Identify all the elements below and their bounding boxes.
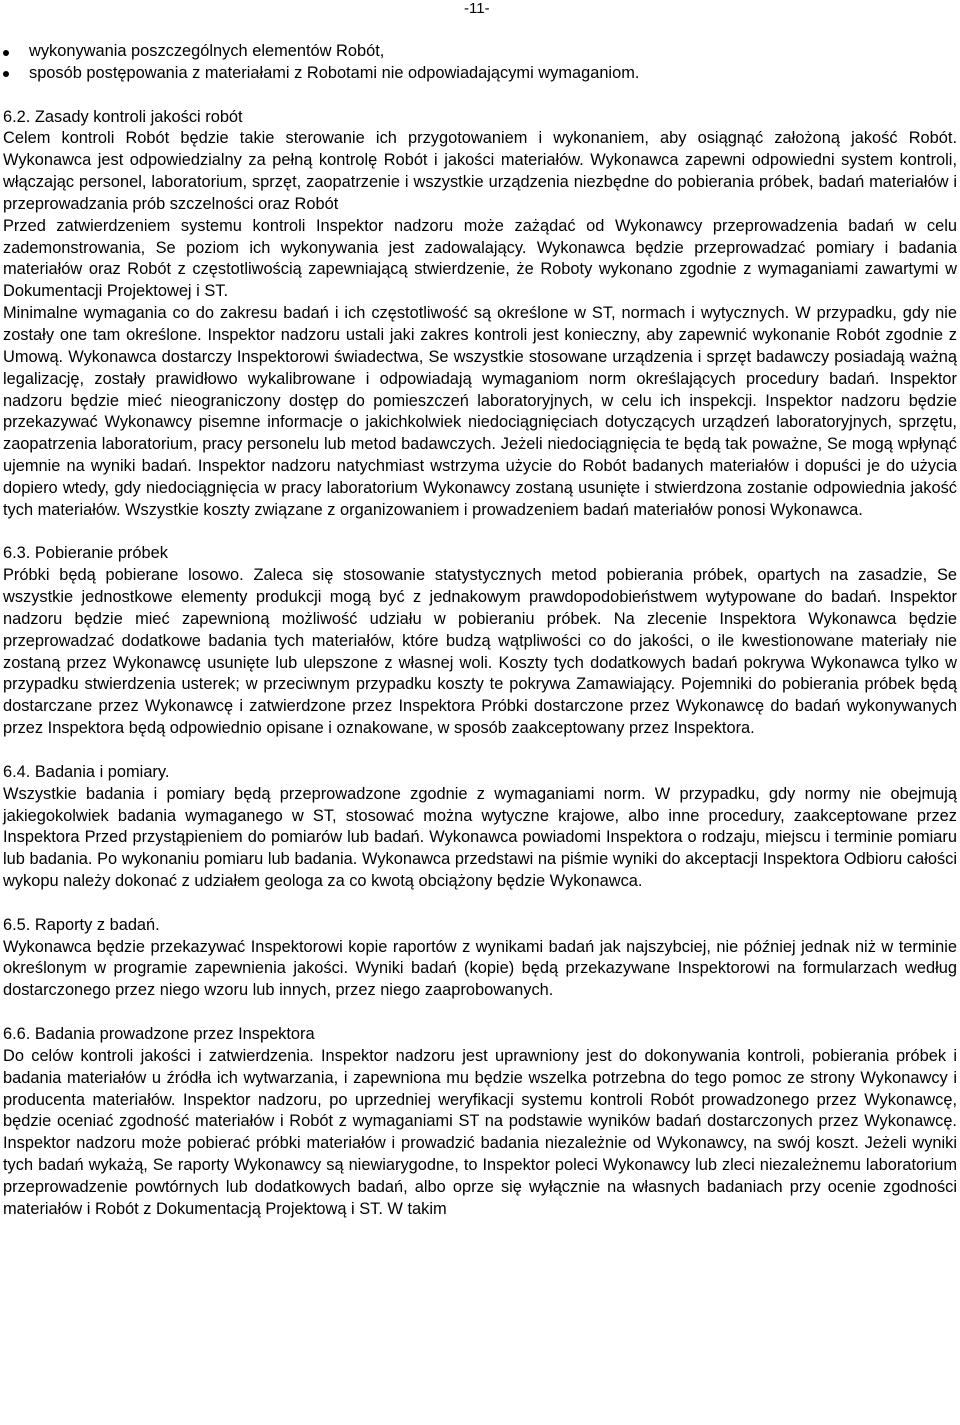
paragraph: Celem kontroli Robót będzie takie sterowanie ich przygotowaniem i wykonaniem, aby osiągnąć założoną jakość Robót. Wykonawca jest odpowiedzialny za pełną kontrolę Robót i jakości materiałów. Wykonawca zapewni odpowiedni system kontroli, włączając personel, laboratorium, sprzęt, zaopatrzenie i wszystkie urządzenia niezbędne do pobierania próbek, badań materiałów i przeprowadzania prób szczelności oraz Robót (3, 129, 957, 213)
paragraph: Próbki będą pobierane losowo. Zaleca się stosowanie statystycznych metod pobierania próbek, opartych na zasadzie, Se wszystkie jednostkowe elementy produkcji mogą być z jednakowym prawdopodobieństwem wytypowane do badań. Inspektor nadzoru będzie mieć zapewnioną możliwość udziału w pobieraniu próbek. Na zlecenie Inspektora Wykonawca będzie przeprowadzać dodatkowe badania tych materiałów, które budzą wątpliwości co do jakości, o ile kwestionowane materiały nie zostaną przez Wykonawcę usunięte lub ulepszone z własnej woli. Koszty tych dodatkowych badań pokrywa Wykonawca tylko w przypadku stwierdzenia usterek; w przeciwnym przypadku koszty te pokrywa Zamawiający. Pojemniki do pobierania próbek będą dostarczane przez Wykonawcę i zatwierdzone przez Inspektora Próbki dostarczone przez Wykonawcę do badań wykonywanych przez Inspektora będą odpowiednio opisane i oznakowane, w sposób zaakceptowany przez Inspektora. (3, 566, 957, 738)
list-item-text: sposób postępowania z materiałami z Robotami nie odpowiadającymi wymaganiom. (29, 63, 640, 82)
paragraph: Minimalne wymagania co do zakresu badań i ich częstotliwość są określone w ST, normach i wytycznych. W przypadku, gdy nie zostały one tam określone. Inspektor nadzoru ustali jaki zakres kontroli jest konieczny, aby zapewnić wykonanie Robót zgodnie z Umową. Wykonawca dostarczy Inspektorowi świadectwa, Se wszystkie stosowane urządzenia i sprzęt badawczy posiadają ważną legalizację, zostały prawidłowo wykalibrowane i odpowiadają wymaganiom norm określających procedury badań. Inspektor nadzoru będzie mieć nieograniczony dostęp do pomieszczeń laboratoryjnych, w celu ich inspekcji. Inspektor nadzoru będzie przekazywać Wykonawcy pisemne informacje o jakichkolwiek niedociągnięciach dotyczących urządzeń laboratoryjnych, sprzętu, zaopatrzenia laboratorium, pracy personelu lub metod badawczych. Jeżeli niedociągnięcia te będą tak poważne, Se mogą wpłynąć ujemnie na wyniki badań. Inspektor nadzoru natychmiast wstrzyma użycie do Robót badanych materiałów i dopuści je do użycia dopiero wtedy, gdy niedociągnięcia w pracy laboratorium Wykonawcy zostaną usunięte i stwierdzona zostanie odpowiednia jakość tych materiałów. Wszystkie koszty związane z organizowaniem i prowadzeniem badań materiałów ponosi Wykonawca. (3, 304, 957, 519)
section-heading: 6.4. Badania i pomiary. (3, 762, 170, 781)
bullet-list (3, 41, 957, 85)
section-heading: 6.5. Raporty z badań. (3, 915, 160, 934)
list-item (3, 41, 957, 63)
list-item (3, 63, 957, 85)
list-item-text: wykonywania poszczególnych elementów Robót, (29, 42, 385, 60)
section-heading: 6.6. Badania prowadzone przez Inspektora (3, 1024, 315, 1043)
section-heading: 6.3. Pobieranie próbek (3, 544, 168, 563)
section-6-4 (3, 762, 957, 893)
paragraph: Do celów kontroli jakości i zatwierdzenia. Inspektor nadzoru jest uprawniony jest do dokonywania kontroli, pobierania próbek i badania materiałów u źródła ich wytwarzania, i zapewniona mu będzie wszelka potrzebna do tego pomoc ze strony Wykonawcy i producenta materiałów. Inspektor nadzoru, po uprzedniej weryfikacji systemu kontroli Robót prowadzonego przez Wykonawcę, będzie oceniać zgodność materiałów i Robót z wymaganiami ST na podstawie wyników badań dostarczonych przez Wykonawcę. Inspektor nadzoru może pobierać próbki materiałów i prowadzić badania niezależnie od Wykonawcy, na swój koszt. Jeżeli wyniki tych badań wykażą, Se raporty Wykonawcy są niewiarygodne, to Inspektor poleci Wykonawcy lub zleci niezależnemu laboratorium przeprowadzenie powtórnych lub dodatkowych badań, albo oprze się wyłącznie na własnych badaniach przy ocenie zgodności materiałów i Robót z Dokumentacją Projektową i ST. W takim (3, 1046, 957, 1218)
section-6-6 (3, 1024, 957, 1221)
section-6-5 (3, 915, 957, 1002)
paragraph: Wszystkie badania i pomiary będą przeprowadzone zgodnie z wymaganiami norm. W przypadku, gdy normy nie obejmują jakiegokolwiek badania wymaganego w ST, stosować można wytyczne krajowe, albo inne procedury, zaakceptowane przez Inspektora Przed przystąpieniem do pomiarów lub badań. Wykonawca powiadomi Inspektora o rodzaju, miejscu i terminie pomiaru lub badania. Po wykonaniu pomiaru lub badania. Wykonawca przedstawi na piśmie wyniki do akceptacji Inspektora Odbioru całości wykopu należy dokonać z udziałem geologa za co kwotą obciążony będzie Wykonawca. (3, 784, 957, 891)
section-6-3 (3, 543, 957, 740)
paragraph: Wykonawca będzie przekazywać Inspektorowi kopie raportów z wynikami badań jak najszybciej, nie później jednak niż w terminie określonym w programie zapewnienia jakości. Wyniki badań (kopie) będą przekazywane Inspektorowi na formularzach według dostarczonego przez niego wzoru lub innych, przez niego zaaprobowanych. (3, 937, 957, 1000)
bullet-icon (3, 50, 9, 56)
page-number: -11- (464, 0, 490, 17)
section-6-2 (3, 107, 957, 522)
paragraph: Przed zatwierdzeniem systemu kontroli Inspektor nadzoru może zażądać od Wykonawcy przeprowadzenia badań w celu zademonstrowania, Se poziom ich wykonywania jest zadowalający. Wykonawca będzie przeprowadzać pomiary i badania materiałów oraz Robót z częstotliwością zapewniającą stwierdzenie, że Roboty wykonano zgodnie z wymaganiami zawartymi w Dokumentacji Projektowej i ST. (3, 216, 957, 301)
document-body (3, 41, 957, 1221)
section-heading: 6.2. Zasady kontroli jakości robót (3, 107, 243, 126)
bullet-icon (3, 71, 9, 77)
